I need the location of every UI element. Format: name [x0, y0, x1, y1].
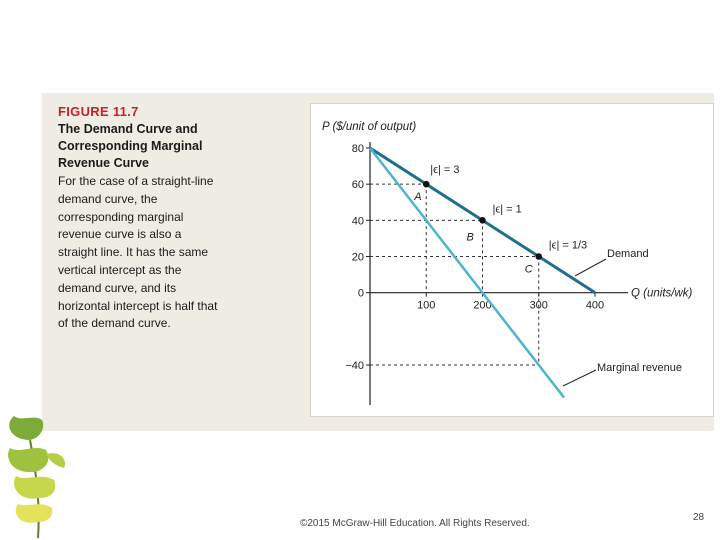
- demand-label: Demand: [607, 248, 649, 260]
- ginkgo-leaf-decoration: [0, 410, 90, 540]
- x-tick-label: 400: [585, 299, 605, 312]
- figure-number: FIGURE 11.7: [58, 104, 139, 119]
- elasticity-label-c: |ϵ| = 1/3: [548, 239, 588, 252]
- point-b: [479, 217, 486, 224]
- y-tick-label: 0: [357, 287, 364, 300]
- copyright-footer: ©2015 McGraw-Hill Education. All Rights Reserved.: [300, 518, 530, 529]
- point-label-a: A: [414, 191, 422, 204]
- marginal-revenue-label: Marginal revenue: [597, 362, 682, 374]
- figure-description: For the case of a straight-line demand curve, the corresponding marginal revenue curve is also a straight line. It has the same vertical intercept as the demand curve, and its horizontal intercept is half that of the demand curve.: [58, 174, 218, 331]
- y-tick-label: 20: [351, 251, 364, 264]
- y-axis-title: P ($/unit of output): [322, 121, 417, 133]
- y-tick-label: 40: [351, 215, 364, 228]
- point-c: [535, 253, 542, 260]
- page-number: 28: [693, 512, 705, 523]
- elasticity-label-b: |ϵ| = 1: [492, 203, 522, 216]
- y-tick-label: −40: [345, 360, 364, 372]
- marginal-revenue-curve: [370, 148, 564, 398]
- point-label-b: B: [466, 231, 474, 244]
- marginal-revenue-leader-line: [563, 370, 596, 386]
- y-tick-label: 60: [351, 179, 364, 192]
- point-label-c: C: [524, 263, 533, 276]
- y-tick-label: 80: [351, 143, 364, 155]
- elasticity-label-a: |ϵ| = 3: [430, 164, 460, 177]
- x-axis-title: Q (units/wk): [631, 287, 693, 300]
- demand-leader-line: [575, 259, 606, 276]
- x-tick-label: 100: [417, 299, 436, 312]
- x-tick-label: 200: [473, 299, 492, 312]
- figure-title: The Demand Curve and Corresponding Marginal Revenue Curve: [58, 122, 203, 170]
- point-a: [423, 181, 430, 188]
- x-tick-label: 300: [529, 299, 548, 312]
